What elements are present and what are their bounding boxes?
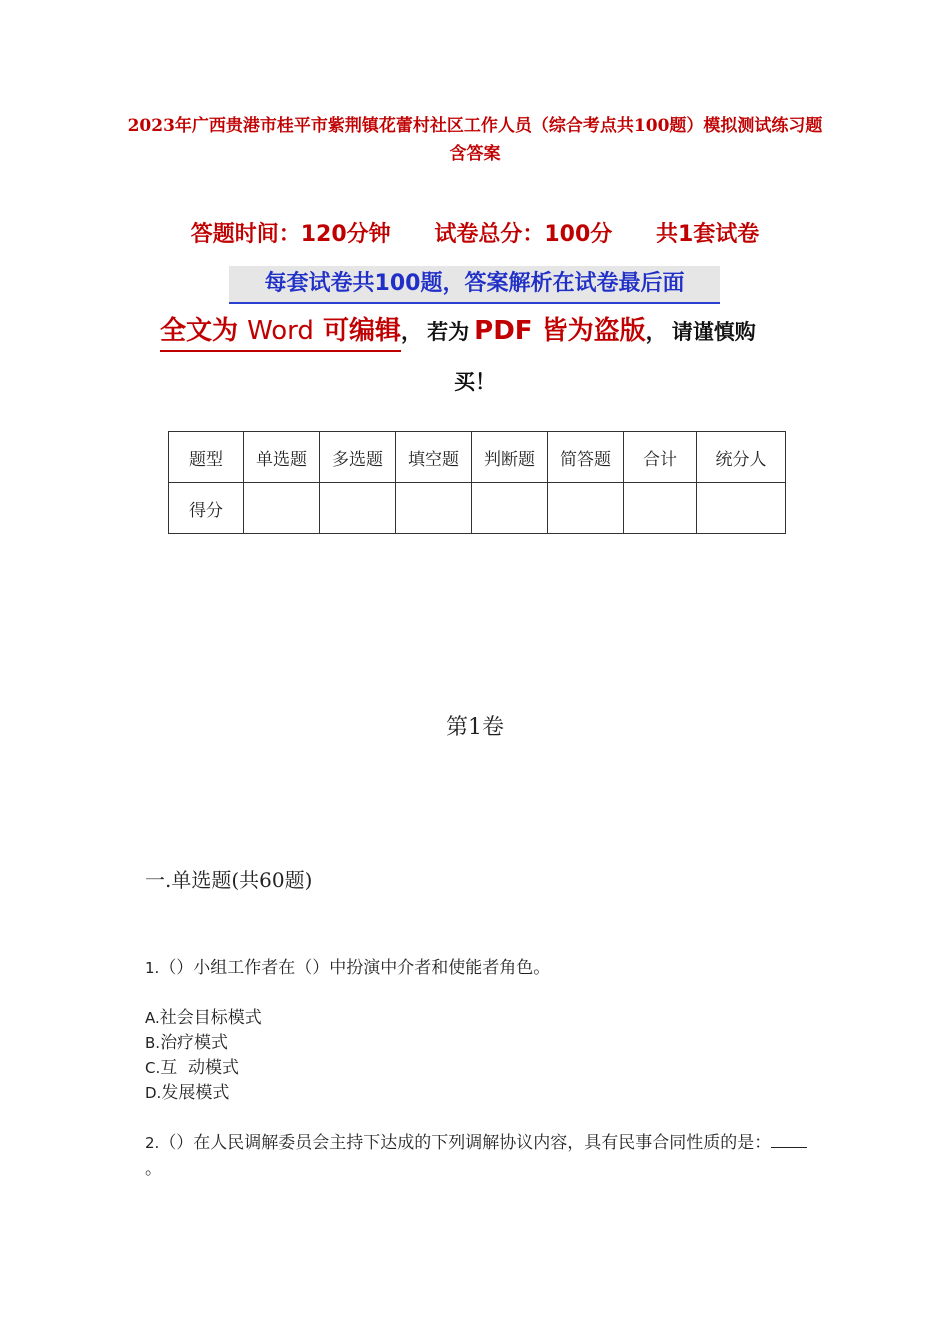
- score-cell: [472, 483, 548, 534]
- option-b: [145, 1031, 262, 1056]
- score-cell: [548, 483, 624, 534]
- comma: ，: [645, 320, 667, 344]
- option-text: 治疗模式: [160, 1033, 229, 1053]
- option-text: 发展模式: [161, 1083, 230, 1103]
- section-title: 一.单选题(共60题): [145, 868, 313, 892]
- comma: ，: [400, 320, 422, 344]
- option-letter: A.: [145, 1009, 160, 1027]
- document-title: 2023年广西贵港市桂平市紫荆镇花蕾村社区工作人员（综合考点共100题）模拟测试练习题含答案: [127, 116, 823, 164]
- header-cell-single-choice: 单选题: [244, 432, 320, 483]
- header-cell-grader: 统分人: [697, 432, 786, 483]
- question-1: [145, 955, 815, 981]
- option-a: [145, 1006, 262, 1031]
- answer-blank: [771, 1131, 807, 1148]
- option-letter: B.: [145, 1034, 161, 1052]
- header-cell-total: 合计: [624, 432, 697, 483]
- score-cell: [697, 483, 786, 534]
- exam-total-score: 试卷总分：100分: [434, 222, 613, 247]
- question-text: （）在人民调解委员会主持下达成的下列调解协议内容，具有民事合同性质的是：: [159, 1133, 772, 1153]
- caution-text: 请谨慎购: [671, 320, 756, 344]
- option-letter: C.: [145, 1059, 161, 1077]
- question-suffix: 。: [145, 1159, 162, 1179]
- header-cell-type: 题型: [169, 432, 244, 483]
- question-text: （）小组工作者在（）中扮演中介者和使能者角色。: [159, 958, 551, 978]
- option-text: 社会目标模式: [159, 1008, 262, 1028]
- option-c: [145, 1056, 262, 1081]
- editable-prefix: 全文为: [160, 316, 239, 346]
- score-table-header-row: [169, 432, 786, 483]
- header-cell-multi-choice: 多选题: [320, 432, 396, 483]
- header-cell-short-answer: 简答题: [548, 432, 624, 483]
- answer-notice: 每套试卷共100题，答案解析在试卷最后面: [229, 266, 720, 304]
- word-label: Word: [247, 316, 314, 346]
- score-table: [168, 431, 786, 534]
- if-text: 若为: [427, 320, 470, 344]
- option-d: [145, 1081, 262, 1106]
- score-cell: [624, 483, 697, 534]
- question-number: 1.: [145, 959, 160, 977]
- option-text: 互 动模式: [160, 1058, 240, 1078]
- caution-end: 买！: [454, 370, 496, 394]
- score-cell: [320, 483, 396, 534]
- editable-suffix: 可编辑: [322, 316, 401, 346]
- question-1-options: [145, 1006, 262, 1106]
- score-table-score-row: [169, 483, 786, 534]
- score-cell: [396, 483, 472, 534]
- question-number: 2.: [145, 1134, 160, 1152]
- row-label-score: 得分: [169, 483, 244, 534]
- volume-title: 第1卷: [446, 715, 504, 740]
- header-cell-fill-blank: 填空题: [396, 432, 472, 483]
- editable-notice: [160, 316, 401, 352]
- exam-time: 答题时间：120分钟: [190, 222, 391, 247]
- pdf-piracy-notice: PDF 皆为盗版: [474, 316, 646, 346]
- exam-sets: 共1套试卷: [655, 222, 760, 247]
- score-cell: [244, 483, 320, 534]
- exam-info-line: [0, 218, 950, 252]
- question-2: [145, 1130, 815, 1182]
- option-letter: D.: [145, 1084, 162, 1102]
- header-cell-true-false: 判断题: [472, 432, 548, 483]
- copyright-notice: [160, 310, 800, 347]
